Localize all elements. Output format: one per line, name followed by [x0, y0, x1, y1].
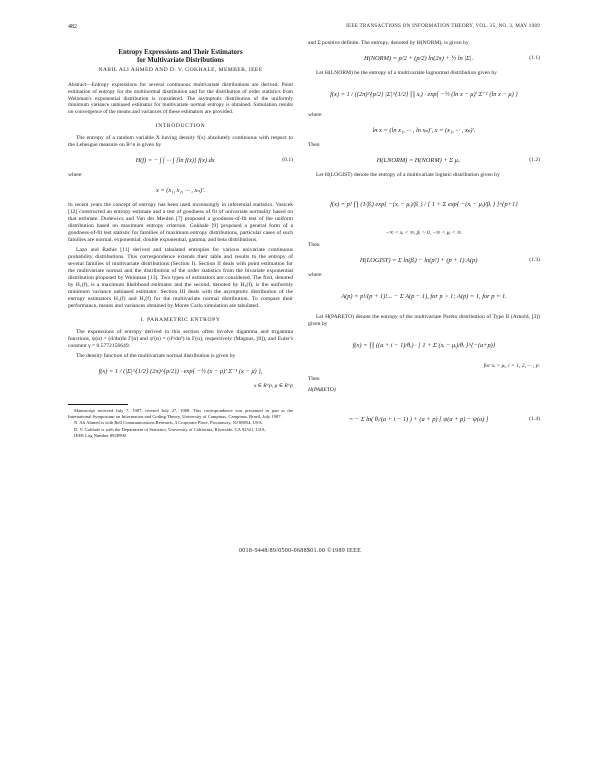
equation-1-3	[308, 257, 540, 264]
copyright-code: 0018-9448/89/0500-0688$01.00 ©1989 IEEE	[238, 548, 362, 554]
equation-1-2-body: H(LNORM) = H(NORM) + Σ μᵢ.	[376, 157, 461, 164]
then-label-2: Then	[308, 242, 320, 248]
equation-lognormal-density-body: f(x) = 1 / ((2π)^{p/2} |Σ|^{1/2} ∏ xᵢ) · exp{ −½ (ln x − μ)′ Σ⁻¹ (ln x − μ) }	[330, 91, 518, 98]
right-paragraph-4: Let H(PARETO) denote the entropy of the multivariate Pareto distribution of Type II (Arnold, [3]) given by	[308, 314, 540, 327]
right-column	[308, 40, 540, 445]
equation-1-1-body: H(NORM) = p/2 + (p/2) ln(2π) + ½ ln |Σ|.	[364, 55, 474, 62]
equation-lnx-body: ln x = (ln x₁, ··· , ln xₚ)′, x = (x₁, ··· , xₚ)′.	[372, 127, 476, 134]
equation-1-2-number: (1.2)	[529, 157, 540, 163]
left-column	[68, 40, 293, 440]
equation-1-4-label: H(PARETO)	[308, 387, 336, 393]
intro-paragraph-3: Lazo and Rathie [11] derived and tabulated entropies for various univariate continuous probability distributions. This correspondence extends their table and results to the entropy of several families of multivariate distributions (Section I). Section II deals with point estimation for the multivariate normal and the distribution of the order statistics from the bivariate exponential distribution proposed by Weinman [13]. Two types of estimators are considered. The first, denoted by H₁(f), is a maximum likelihood estimator and the second, denoted by H₂(f), is the uniformly minimum variance unbiased estimator. Section III deals with the asymptotic distribution of the entropy estimators H₁(f) and H₂(f) for the multivariate normal distribution. To compare their performance, means and variances obtained by Monte Carlo simulation are tabulated.	[68, 246, 293, 309]
running-header: IEEE TRANSACTIONS ON INFORMATION THEORY, VOL. 35, NO. 3, MAY 1989	[346, 24, 540, 29]
footnote-2: N. Ali Ahmed is with Bell Communications Research, 3 Corporate Place, Piscataway, NJ 08854, USA.	[74, 420, 264, 426]
equation-1-4-body: = − Σ ln( θᵢ/(a + i − 1) ) + (a + p) [ ψ(a + p) − ψ(a) ]	[348, 416, 489, 423]
intro-paragraph-2: In recent years the concept of entropy has been used increasingly in inferential statistics. Vasicek [12] constructed an entropy estimate and a test of goodness of fit of univariate normality based on that estimate. Dudewicz and Van der Meulen [7] proposed a goodness-of-fit test of the uniform distribution based on maximum entropy criterion. Gokhale [9] proposed a general form of a goodness-of-fit test statistic for families of maximum entropy distributions, particular cases of such families are normal, exponential, double exponential, gamma, and beta distributions.	[68, 201, 293, 243]
page-number: 482	[68, 24, 77, 30]
equation-logistic-density-body: f(x) = p! ∏ (1/βᵢ) exp{ −(xᵢ − μᵢ)/βᵢ } / [ 1 + Σ exp{ −(xᵢ − μᵢ)/βᵢ } ]^{p+1}	[330, 201, 518, 208]
equation-pareto-density	[308, 342, 540, 349]
equation-normal-density-body: f(x) = 1 / (|Σ|^{1/2} (2π)^{p/2}) · exp{ −½ (x − μ)′ Σ⁻¹ (x − μ) },	[98, 367, 263, 375]
introduction-heading: INTRODUCTION	[155, 122, 206, 129]
footnote-4: IEEE Log Number 8928990.	[74, 433, 128, 439]
equation-normal-condition: x ∈ R^p, μ ∈ R^p	[253, 382, 293, 389]
abstract: Abstract—Entropy expressions for several continuous multivariate distributions are derived. Point estimation of entropy for the multinormal distribution and for the distribution of order statistics from Weinman's exponential distribution is considered. The asymptotic distribution of the uniformly minimum variance unbiased estimator for multivariate normal entropy is obtained. Simulation results on convergence of the means and variances of these estimators are provided.	[68, 82, 293, 116]
equation-normal-density	[68, 368, 293, 375]
right-paragraph-1: and Σ positive definite. The entropy, denoted by H(NORM), is given by	[308, 40, 469, 46]
where-label-2: where	[308, 112, 322, 118]
title-line-2: for Multivariate Distributions	[137, 57, 224, 64]
section-1-heading: I. PARAMETRIC ENTROPY	[140, 316, 221, 323]
equation-pareto-density-body: f(x) = ∏ ((a + i − 1)/θᵢ) · [ 1 + Σ (xᵢ − μᵢ)/θᵢ ]^{−(a+p)}	[352, 342, 496, 349]
equation-pareto-condition: for xᵢ > μᵢ, i = 1, 2, ··· , p.	[483, 363, 540, 369]
where-label: where	[68, 171, 82, 178]
footnotes	[68, 408, 293, 439]
equation-a-of-p-body: A(p) = p!/(p + 1)!... − Σ A(p − 1), for p > 1; A(p) = 1, for p = 1.	[341, 293, 507, 300]
equation-0-1	[68, 157, 293, 164]
footnote-3: D. V. Gokhale is with the Department of Statistics, University of California, Riverside, CA 92521, USA.	[74, 426, 266, 432]
equation-1-1	[308, 55, 540, 62]
equation-1-3-number: (1.3)	[529, 257, 540, 263]
equation-lnx	[308, 127, 540, 134]
section-1-paragraph-2: The density function of the multivariate normal distribution is given by	[76, 352, 236, 359]
equation-logistic-density	[308, 201, 540, 208]
equation-1-4-number: (1.4)	[529, 416, 540, 422]
right-paragraph-3: Let H(LOGIST) denote the entropy of a multivariate logistic distribution given by	[316, 172, 500, 178]
right-paragraph-2: Let H(LNORM) be the entropy of a multivariate lognormal distribution given by	[316, 70, 497, 76]
equation-lognormal-density	[308, 91, 540, 98]
equation-0-1-number: (0.1)	[282, 156, 293, 163]
paper-title	[68, 49, 293, 65]
then-label: Then	[308, 142, 320, 148]
footnote-1: Manuscript received July 7, 1987; revised July 27, 1988. This correspondence was presented in part at the International Symposium on Information and Coding Theory, University of Campinas, Campinas, Brazil, July 1987.	[68, 407, 293, 419]
equation-1-2	[308, 157, 540, 164]
equation-logistic-condition: −∞ < xᵢ < ∞, βᵢ > 0, −∞ < μᵢ < ∞.	[385, 230, 463, 236]
intro-paragraph-1: The entropy of a random variable X having density f(x) absolutely continuous with respect to the Lebesgue measure on R^n is given by	[68, 134, 293, 148]
section-1-paragraph-1: The expressions of entropy derived in this section often involve digamma and trigamma functions, ψ(α) = (d/dα)ln Γ(α) and ψ′(α) = (d²/dα²) ln Γ(α), respectively (Magnus, [8]), and Euler's constant γ = 0.5772156649.	[68, 328, 293, 349]
equation-a-of-p	[308, 293, 540, 300]
equation-x-vector-body: x = (x₁, x₂, ··· , xₙ)′.	[155, 186, 206, 194]
equation-x-vector	[68, 187, 293, 194]
equation-1-4	[308, 416, 540, 423]
authors: NABIL ALI AHMED AND D. V. GOKHALE, MEMBER, IEEE	[98, 67, 263, 73]
title-line-1: Entropy Expressions and Their Estimators	[118, 49, 243, 56]
equation-1-3-body: H(LOGIST) = Σ ln(βᵢ) − ln(p!) + (p + 1) A(p)	[359, 257, 478, 264]
footnote-rule	[68, 404, 128, 405]
where-label-3: where	[308, 272, 322, 278]
then-label-3: Then	[308, 376, 320, 382]
equation-0-1-body: H(f) = − ∫ ∫ ··· ∫ [ln f(x)] f(x) dx	[135, 156, 215, 164]
equation-1-1-number: (1.1)	[529, 55, 540, 61]
